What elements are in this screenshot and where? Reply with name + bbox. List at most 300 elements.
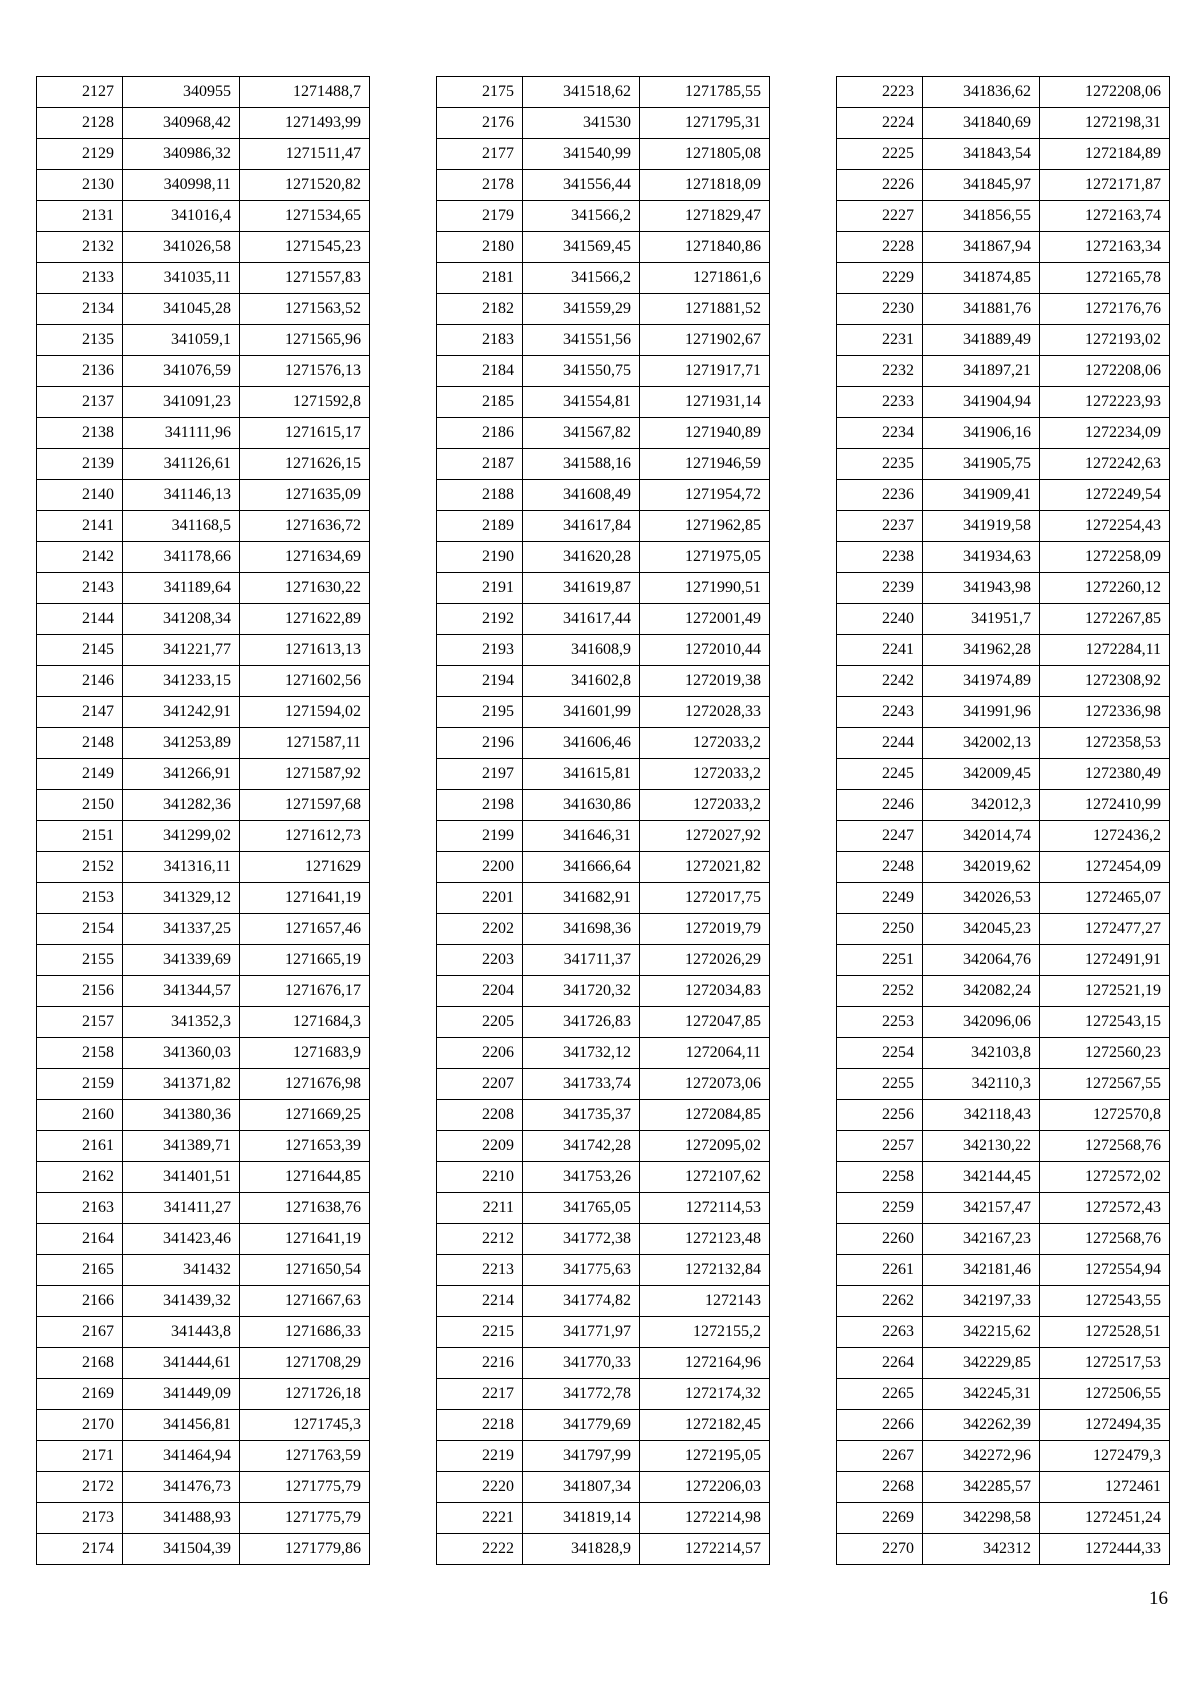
point-number-cell: 2173 bbox=[37, 1503, 123, 1534]
table-row bbox=[837, 573, 1170, 604]
x-coordinate-cell: 341742,28 bbox=[523, 1131, 640, 1162]
point-number-cell: 2155 bbox=[37, 945, 123, 976]
point-number-cell: 2156 bbox=[37, 976, 123, 1007]
x-coordinate-cell: 341951,7 bbox=[923, 604, 1040, 635]
table-row bbox=[437, 1100, 770, 1131]
coordinate-table-2 bbox=[436, 76, 770, 1565]
y-coordinate-cell: 1271563,52 bbox=[240, 294, 370, 325]
x-coordinate-cell: 341836,62 bbox=[923, 77, 1040, 108]
point-number-cell: 2243 bbox=[837, 697, 923, 728]
table-row bbox=[37, 790, 370, 821]
x-coordinate-cell: 341843,54 bbox=[923, 139, 1040, 170]
point-number-cell: 2247 bbox=[837, 821, 923, 852]
table-row bbox=[437, 1038, 770, 1069]
y-coordinate-cell: 1272543,55 bbox=[1040, 1286, 1170, 1317]
y-coordinate-cell: 1272206,03 bbox=[640, 1472, 770, 1503]
table-row bbox=[837, 1224, 1170, 1255]
y-coordinate-cell: 1272223,93 bbox=[1040, 387, 1170, 418]
point-number-cell: 2186 bbox=[437, 418, 523, 449]
point-number-cell: 2177 bbox=[437, 139, 523, 170]
x-coordinate-cell: 342064,76 bbox=[923, 945, 1040, 976]
x-coordinate-cell: 341337,25 bbox=[123, 914, 240, 945]
x-coordinate-cell: 341646,31 bbox=[523, 821, 640, 852]
x-coordinate-cell: 342181,46 bbox=[923, 1255, 1040, 1286]
y-coordinate-cell: 1272410,99 bbox=[1040, 790, 1170, 821]
point-number-cell: 2147 bbox=[37, 697, 123, 728]
point-number-cell: 2148 bbox=[37, 728, 123, 759]
table-row bbox=[837, 263, 1170, 294]
table-row bbox=[837, 201, 1170, 232]
point-number-cell: 2184 bbox=[437, 356, 523, 387]
x-coordinate-cell: 341026,58 bbox=[123, 232, 240, 263]
x-coordinate-cell: 341828,9 bbox=[523, 1534, 640, 1565]
y-coordinate-cell: 1272208,06 bbox=[1040, 356, 1170, 387]
table-row bbox=[37, 728, 370, 759]
table-row bbox=[37, 1317, 370, 1348]
y-coordinate-cell: 1271613,13 bbox=[240, 635, 370, 666]
point-number-cell: 2194 bbox=[437, 666, 523, 697]
table-row bbox=[437, 1193, 770, 1224]
x-coordinate-cell: 342082,24 bbox=[923, 976, 1040, 1007]
x-coordinate-cell: 341233,15 bbox=[123, 666, 240, 697]
point-number-cell: 2133 bbox=[37, 263, 123, 294]
x-coordinate-cell: 341146,13 bbox=[123, 480, 240, 511]
x-coordinate-cell: 341733,74 bbox=[523, 1069, 640, 1100]
point-number-cell: 2141 bbox=[37, 511, 123, 542]
table-row bbox=[837, 1534, 1170, 1565]
x-coordinate-cell: 341772,78 bbox=[523, 1379, 640, 1410]
table-row bbox=[837, 1193, 1170, 1224]
table-row bbox=[437, 1317, 770, 1348]
y-coordinate-cell: 1271657,46 bbox=[240, 914, 370, 945]
y-coordinate-cell: 1272308,92 bbox=[1040, 666, 1170, 697]
point-number-cell: 2203 bbox=[437, 945, 523, 976]
x-coordinate-cell: 341720,32 bbox=[523, 976, 640, 1007]
point-number-cell: 2162 bbox=[37, 1162, 123, 1193]
point-number-cell: 2238 bbox=[837, 542, 923, 573]
point-number-cell: 2232 bbox=[837, 356, 923, 387]
point-number-cell: 2181 bbox=[437, 263, 523, 294]
table-row bbox=[37, 449, 370, 480]
point-number-cell: 2246 bbox=[837, 790, 923, 821]
x-coordinate-cell: 341178,66 bbox=[123, 542, 240, 573]
x-coordinate-cell: 341329,12 bbox=[123, 883, 240, 914]
point-number-cell: 2139 bbox=[37, 449, 123, 480]
point-number-cell: 2221 bbox=[437, 1503, 523, 1534]
point-number-cell: 2248 bbox=[837, 852, 923, 883]
point-number-cell: 2234 bbox=[837, 418, 923, 449]
y-coordinate-cell: 1272047,85 bbox=[640, 1007, 770, 1038]
point-number-cell: 2129 bbox=[37, 139, 123, 170]
point-number-cell: 2263 bbox=[837, 1317, 923, 1348]
table-row bbox=[837, 1441, 1170, 1472]
x-coordinate-cell: 341569,45 bbox=[523, 232, 640, 263]
point-number-cell: 2179 bbox=[437, 201, 523, 232]
point-number-cell: 2212 bbox=[437, 1224, 523, 1255]
y-coordinate-cell: 1271635,09 bbox=[240, 480, 370, 511]
x-coordinate-cell: 341316,11 bbox=[123, 852, 240, 883]
table-row bbox=[437, 1224, 770, 1255]
table-row bbox=[37, 201, 370, 232]
table-row bbox=[37, 604, 370, 635]
y-coordinate-cell: 1271644,85 bbox=[240, 1162, 370, 1193]
x-coordinate-cell: 341943,98 bbox=[923, 573, 1040, 604]
x-coordinate-cell: 342118,43 bbox=[923, 1100, 1040, 1131]
y-coordinate-cell: 1271545,23 bbox=[240, 232, 370, 263]
table-row bbox=[837, 77, 1170, 108]
point-number-cell: 2242 bbox=[837, 666, 923, 697]
table-row bbox=[37, 759, 370, 790]
y-coordinate-cell: 1272174,32 bbox=[640, 1379, 770, 1410]
point-number-cell: 2220 bbox=[437, 1472, 523, 1503]
x-coordinate-cell: 341208,34 bbox=[123, 604, 240, 635]
point-number-cell: 2222 bbox=[437, 1534, 523, 1565]
point-number-cell: 2152 bbox=[37, 852, 123, 883]
y-coordinate-cell: 1272027,92 bbox=[640, 821, 770, 852]
y-coordinate-cell: 1271726,18 bbox=[240, 1379, 370, 1410]
x-coordinate-cell: 342285,57 bbox=[923, 1472, 1040, 1503]
point-number-cell: 2166 bbox=[37, 1286, 123, 1317]
y-coordinate-cell: 1272477,27 bbox=[1040, 914, 1170, 945]
x-coordinate-cell: 341411,27 bbox=[123, 1193, 240, 1224]
x-coordinate-cell: 341909,41 bbox=[923, 480, 1040, 511]
y-coordinate-cell: 1271534,65 bbox=[240, 201, 370, 232]
point-number-cell: 2245 bbox=[837, 759, 923, 790]
table-row bbox=[437, 1069, 770, 1100]
point-number-cell: 2230 bbox=[837, 294, 923, 325]
table-row bbox=[37, 697, 370, 728]
table-row bbox=[437, 294, 770, 325]
y-coordinate-cell: 1272517,53 bbox=[1040, 1348, 1170, 1379]
y-coordinate-cell: 1271708,29 bbox=[240, 1348, 370, 1379]
y-coordinate-cell: 1272193,02 bbox=[1040, 325, 1170, 356]
table-row bbox=[37, 1503, 370, 1534]
y-coordinate-cell: 1271626,15 bbox=[240, 449, 370, 480]
y-coordinate-cell: 1271676,98 bbox=[240, 1069, 370, 1100]
x-coordinate-cell: 341617,84 bbox=[523, 511, 640, 542]
x-coordinate-cell: 341344,57 bbox=[123, 976, 240, 1007]
table-row bbox=[837, 1348, 1170, 1379]
point-number-cell: 2189 bbox=[437, 511, 523, 542]
x-coordinate-cell: 341726,83 bbox=[523, 1007, 640, 1038]
x-coordinate-cell: 341016,4 bbox=[123, 201, 240, 232]
table-row bbox=[437, 480, 770, 511]
point-number-cell: 2255 bbox=[837, 1069, 923, 1100]
point-number-cell: 2214 bbox=[437, 1286, 523, 1317]
y-coordinate-cell: 1272176,76 bbox=[1040, 294, 1170, 325]
x-coordinate-cell: 341076,59 bbox=[123, 356, 240, 387]
table-row bbox=[37, 1100, 370, 1131]
y-coordinate-cell: 1271861,6 bbox=[640, 263, 770, 294]
y-coordinate-cell: 1271763,59 bbox=[240, 1441, 370, 1472]
y-coordinate-cell: 1271630,22 bbox=[240, 573, 370, 604]
x-coordinate-cell: 341619,87 bbox=[523, 573, 640, 604]
point-number-cell: 2190 bbox=[437, 542, 523, 573]
y-coordinate-cell: 1271795,31 bbox=[640, 108, 770, 139]
table-row bbox=[37, 108, 370, 139]
x-coordinate-cell: 342312 bbox=[923, 1534, 1040, 1565]
x-coordinate-cell: 341253,89 bbox=[123, 728, 240, 759]
table-row bbox=[837, 1379, 1170, 1410]
point-number-cell: 2180 bbox=[437, 232, 523, 263]
x-coordinate-cell: 341770,33 bbox=[523, 1348, 640, 1379]
point-number-cell: 2175 bbox=[437, 77, 523, 108]
y-coordinate-cell: 1271745,3 bbox=[240, 1410, 370, 1441]
x-coordinate-cell: 341735,37 bbox=[523, 1100, 640, 1131]
y-coordinate-cell: 1272554,94 bbox=[1040, 1255, 1170, 1286]
x-coordinate-cell: 341620,28 bbox=[523, 542, 640, 573]
x-coordinate-cell: 341840,69 bbox=[923, 108, 1040, 139]
y-coordinate-cell: 1272242,63 bbox=[1040, 449, 1170, 480]
table-row bbox=[837, 697, 1170, 728]
y-coordinate-cell: 1272568,76 bbox=[1040, 1131, 1170, 1162]
x-coordinate-cell: 341401,51 bbox=[123, 1162, 240, 1193]
table-row bbox=[37, 1007, 370, 1038]
y-coordinate-cell: 1271940,89 bbox=[640, 418, 770, 449]
x-coordinate-cell: 341266,91 bbox=[123, 759, 240, 790]
y-coordinate-cell: 1272026,29 bbox=[640, 945, 770, 976]
y-coordinate-cell: 1271576,13 bbox=[240, 356, 370, 387]
y-coordinate-cell: 1272017,75 bbox=[640, 883, 770, 914]
x-coordinate-cell: 341601,99 bbox=[523, 697, 640, 728]
point-number-cell: 2229 bbox=[837, 263, 923, 294]
point-number-cell: 2178 bbox=[437, 170, 523, 201]
x-coordinate-cell: 341566,2 bbox=[523, 263, 640, 294]
x-coordinate-cell: 342215,62 bbox=[923, 1317, 1040, 1348]
table-row bbox=[837, 356, 1170, 387]
table-row bbox=[437, 1379, 770, 1410]
point-number-cell: 2241 bbox=[837, 635, 923, 666]
y-coordinate-cell: 1271684,3 bbox=[240, 1007, 370, 1038]
y-coordinate-cell: 1271520,82 bbox=[240, 170, 370, 201]
x-coordinate-cell: 342157,47 bbox=[923, 1193, 1040, 1224]
y-coordinate-cell: 1272184,89 bbox=[1040, 139, 1170, 170]
point-number-cell: 2236 bbox=[837, 480, 923, 511]
table-row bbox=[837, 976, 1170, 1007]
point-number-cell: 2224 bbox=[837, 108, 923, 139]
y-coordinate-cell: 1271622,89 bbox=[240, 604, 370, 635]
x-coordinate-cell: 341753,26 bbox=[523, 1162, 640, 1193]
table-row bbox=[437, 759, 770, 790]
y-coordinate-cell: 1271511,47 bbox=[240, 139, 370, 170]
table-row bbox=[837, 759, 1170, 790]
y-coordinate-cell: 1271840,86 bbox=[640, 232, 770, 263]
x-coordinate-cell: 341905,75 bbox=[923, 449, 1040, 480]
point-number-cell: 2128 bbox=[37, 108, 123, 139]
table-row bbox=[837, 511, 1170, 542]
y-coordinate-cell: 1271493,99 bbox=[240, 108, 370, 139]
table-row bbox=[437, 1131, 770, 1162]
point-number-cell: 2250 bbox=[837, 914, 923, 945]
x-coordinate-cell: 341352,3 bbox=[123, 1007, 240, 1038]
table-row bbox=[37, 139, 370, 170]
y-coordinate-cell: 1271597,68 bbox=[240, 790, 370, 821]
point-number-cell: 2146 bbox=[37, 666, 123, 697]
y-coordinate-cell: 1272155,2 bbox=[640, 1317, 770, 1348]
y-coordinate-cell: 1272165,78 bbox=[1040, 263, 1170, 294]
y-coordinate-cell: 1272336,98 bbox=[1040, 697, 1170, 728]
table-row bbox=[837, 108, 1170, 139]
point-number-cell: 2225 bbox=[837, 139, 923, 170]
point-number-cell: 2239 bbox=[837, 573, 923, 604]
y-coordinate-cell: 1271641,19 bbox=[240, 883, 370, 914]
x-coordinate-cell: 341771,97 bbox=[523, 1317, 640, 1348]
table-row bbox=[837, 945, 1170, 976]
table-row bbox=[437, 1286, 770, 1317]
x-coordinate-cell: 342298,58 bbox=[923, 1503, 1040, 1534]
table-row bbox=[437, 790, 770, 821]
point-number-cell: 2201 bbox=[437, 883, 523, 914]
y-coordinate-cell: 1272380,49 bbox=[1040, 759, 1170, 790]
y-coordinate-cell: 1272028,33 bbox=[640, 697, 770, 728]
x-coordinate-cell: 341059,1 bbox=[123, 325, 240, 356]
x-coordinate-cell: 341371,82 bbox=[123, 1069, 240, 1100]
table-row bbox=[837, 666, 1170, 697]
y-coordinate-cell: 1271902,67 bbox=[640, 325, 770, 356]
point-number-cell: 2193 bbox=[437, 635, 523, 666]
table-row bbox=[37, 511, 370, 542]
x-coordinate-cell: 341554,81 bbox=[523, 387, 640, 418]
table-row bbox=[837, 1317, 1170, 1348]
table-row bbox=[37, 77, 370, 108]
y-coordinate-cell: 1271629 bbox=[240, 852, 370, 883]
table-row bbox=[437, 77, 770, 108]
point-number-cell: 2218 bbox=[437, 1410, 523, 1441]
point-number-cell: 2167 bbox=[37, 1317, 123, 1348]
point-number-cell: 2130 bbox=[37, 170, 123, 201]
point-number-cell: 2157 bbox=[37, 1007, 123, 1038]
y-coordinate-cell: 1272114,53 bbox=[640, 1193, 770, 1224]
y-coordinate-cell: 1271775,79 bbox=[240, 1472, 370, 1503]
y-coordinate-cell: 1271962,85 bbox=[640, 511, 770, 542]
y-coordinate-cell: 1272567,55 bbox=[1040, 1069, 1170, 1100]
y-coordinate-cell: 1271881,52 bbox=[640, 294, 770, 325]
point-number-cell: 2252 bbox=[837, 976, 923, 1007]
point-number-cell: 2202 bbox=[437, 914, 523, 945]
y-coordinate-cell: 1272267,85 bbox=[1040, 604, 1170, 635]
x-coordinate-cell: 341856,55 bbox=[923, 201, 1040, 232]
x-coordinate-cell: 341339,69 bbox=[123, 945, 240, 976]
point-number-cell: 2210 bbox=[437, 1162, 523, 1193]
table-row bbox=[437, 139, 770, 170]
x-coordinate-cell: 342096,06 bbox=[923, 1007, 1040, 1038]
table-row bbox=[437, 1007, 770, 1038]
point-number-cell: 2208 bbox=[437, 1100, 523, 1131]
x-coordinate-cell: 342262,39 bbox=[923, 1410, 1040, 1441]
x-coordinate-cell: 341732,12 bbox=[523, 1038, 640, 1069]
y-coordinate-cell: 1272436,2 bbox=[1040, 821, 1170, 852]
point-number-cell: 2160 bbox=[37, 1100, 123, 1131]
y-coordinate-cell: 1272214,98 bbox=[640, 1503, 770, 1534]
table-row bbox=[437, 914, 770, 945]
point-number-cell: 2176 bbox=[437, 108, 523, 139]
point-number-cell: 2187 bbox=[437, 449, 523, 480]
table-row bbox=[437, 728, 770, 759]
point-number-cell: 2197 bbox=[437, 759, 523, 790]
y-coordinate-cell: 1272208,06 bbox=[1040, 77, 1170, 108]
table-row bbox=[837, 1255, 1170, 1286]
x-coordinate-cell: 342130,22 bbox=[923, 1131, 1040, 1162]
table-row bbox=[837, 1069, 1170, 1100]
table-row bbox=[437, 573, 770, 604]
x-coordinate-cell: 341615,81 bbox=[523, 759, 640, 790]
y-coordinate-cell: 1272033,2 bbox=[640, 790, 770, 821]
point-number-cell: 2217 bbox=[437, 1379, 523, 1410]
y-coordinate-cell: 1272260,12 bbox=[1040, 573, 1170, 604]
table-row bbox=[837, 821, 1170, 852]
y-coordinate-cell: 1271602,56 bbox=[240, 666, 370, 697]
point-number-cell: 2262 bbox=[837, 1286, 923, 1317]
x-coordinate-cell: 341666,64 bbox=[523, 852, 640, 883]
table-row bbox=[837, 1038, 1170, 1069]
x-coordinate-cell: 342014,74 bbox=[923, 821, 1040, 852]
point-number-cell: 2267 bbox=[837, 1441, 923, 1472]
point-number-cell: 2132 bbox=[37, 232, 123, 263]
x-coordinate-cell: 341906,16 bbox=[923, 418, 1040, 449]
point-number-cell: 2261 bbox=[837, 1255, 923, 1286]
table-row bbox=[837, 1410, 1170, 1441]
x-coordinate-cell: 342197,33 bbox=[923, 1286, 1040, 1317]
y-coordinate-cell: 1272010,44 bbox=[640, 635, 770, 666]
table-row bbox=[37, 1193, 370, 1224]
table-row bbox=[837, 294, 1170, 325]
y-coordinate-cell: 1272198,31 bbox=[1040, 108, 1170, 139]
y-coordinate-cell: 1271592,8 bbox=[240, 387, 370, 418]
y-coordinate-cell: 1272095,02 bbox=[640, 1131, 770, 1162]
table-row bbox=[37, 821, 370, 852]
y-coordinate-cell: 1271931,14 bbox=[640, 387, 770, 418]
table-row bbox=[37, 883, 370, 914]
y-coordinate-cell: 1271669,25 bbox=[240, 1100, 370, 1131]
y-coordinate-cell: 1271667,63 bbox=[240, 1286, 370, 1317]
point-number-cell: 2231 bbox=[837, 325, 923, 356]
table-row bbox=[37, 542, 370, 573]
table-row bbox=[837, 728, 1170, 759]
point-number-cell: 2253 bbox=[837, 1007, 923, 1038]
point-number-cell: 2235 bbox=[837, 449, 923, 480]
point-number-cell: 2223 bbox=[837, 77, 923, 108]
x-coordinate-cell: 341602,8 bbox=[523, 666, 640, 697]
point-number-cell: 2228 bbox=[837, 232, 923, 263]
y-coordinate-cell: 1272506,55 bbox=[1040, 1379, 1170, 1410]
point-number-cell: 2266 bbox=[837, 1410, 923, 1441]
x-coordinate-cell: 341111,96 bbox=[123, 418, 240, 449]
point-number-cell: 2257 bbox=[837, 1131, 923, 1162]
point-number-cell: 2191 bbox=[437, 573, 523, 604]
table-row bbox=[37, 325, 370, 356]
table-row bbox=[37, 356, 370, 387]
x-coordinate-cell: 341617,44 bbox=[523, 604, 640, 635]
point-number-cell: 2268 bbox=[837, 1472, 923, 1503]
x-coordinate-cell: 341772,38 bbox=[523, 1224, 640, 1255]
x-coordinate-cell: 341881,76 bbox=[923, 294, 1040, 325]
y-coordinate-cell: 1272164,96 bbox=[640, 1348, 770, 1379]
table-row bbox=[37, 1410, 370, 1441]
x-coordinate-cell: 342110,3 bbox=[923, 1069, 1040, 1100]
y-coordinate-cell: 1271975,05 bbox=[640, 542, 770, 573]
x-coordinate-cell: 341567,82 bbox=[523, 418, 640, 449]
y-coordinate-cell: 1272570,8 bbox=[1040, 1100, 1170, 1131]
table-row bbox=[837, 1131, 1170, 1162]
table-row bbox=[37, 387, 370, 418]
table-row bbox=[37, 852, 370, 883]
y-coordinate-cell: 1272084,85 bbox=[640, 1100, 770, 1131]
y-coordinate-cell: 1272479,3 bbox=[1040, 1441, 1170, 1472]
y-coordinate-cell: 1272019,38 bbox=[640, 666, 770, 697]
y-coordinate-cell: 1272234,09 bbox=[1040, 418, 1170, 449]
point-number-cell: 2127 bbox=[37, 77, 123, 108]
y-coordinate-cell: 1272163,74 bbox=[1040, 201, 1170, 232]
